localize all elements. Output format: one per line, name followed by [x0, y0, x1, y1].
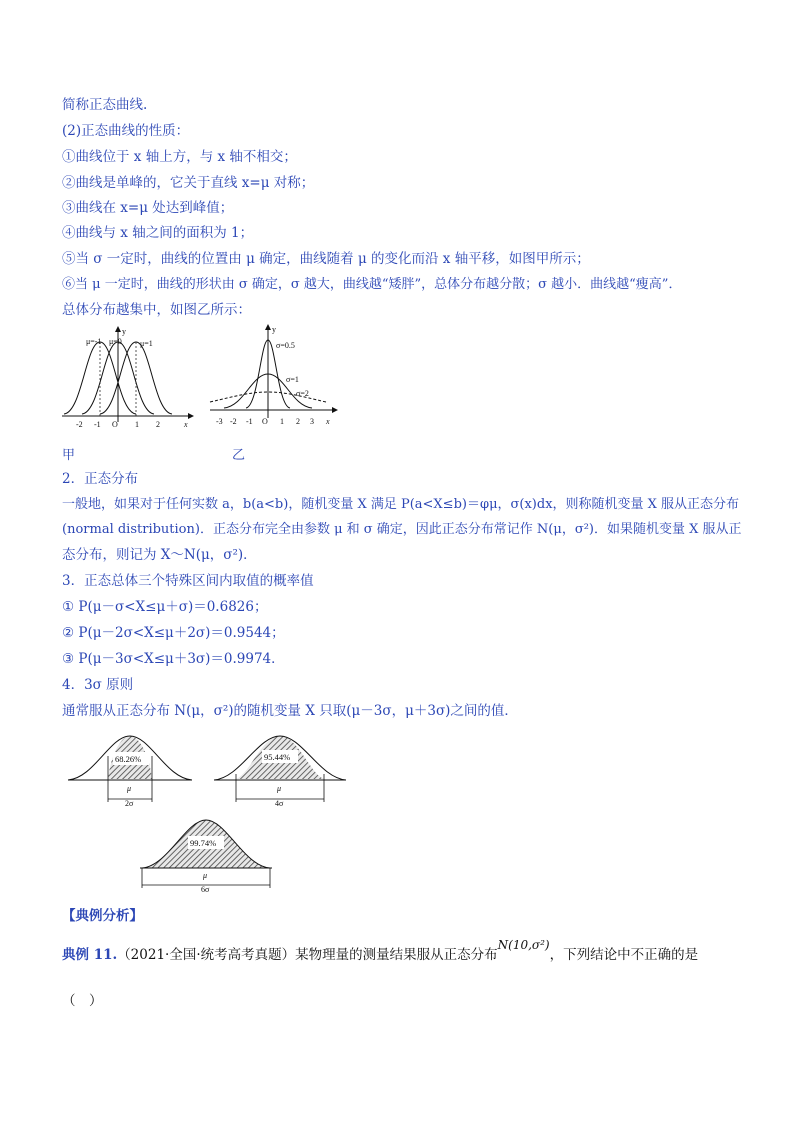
probability-label: 99.74%	[190, 838, 217, 848]
figure-prob-1sigma	[64, 724, 204, 810]
probability-3: ③ P(μ－3σ<X≤μ＋3σ)＝0.9974．	[62, 651, 285, 667]
mu-label: μ	[127, 784, 132, 793]
label-mu-1: μ=1	[140, 339, 153, 348]
figure-jia	[60, 322, 200, 440]
tick-label: 2	[156, 420, 160, 429]
figure-yi	[206, 322, 346, 434]
width-label: 4σ	[275, 799, 284, 808]
x-axis-label: x	[184, 420, 188, 429]
mu-label: μ	[203, 871, 208, 880]
label-sigma-0.5: σ=0.5	[276, 341, 295, 350]
text-line: 简称正态曲线.	[62, 97, 148, 113]
tick-label: -2	[76, 420, 83, 429]
tick-label: -2	[230, 417, 237, 426]
three-sigma-rule: 通常服从正态分布 N(μ，σ²)的随机变量 X 只取(μ－3σ，μ＋3σ)之间的值．	[62, 703, 518, 719]
property-6-cont: 总体分布越集中，如图乙所示：	[62, 302, 251, 318]
tick-label: O	[262, 417, 268, 426]
width-label: 2σ	[125, 799, 134, 808]
label-mu-0: μ=0	[109, 337, 122, 346]
figure-prob-2sigma	[210, 724, 352, 810]
y-axis-label: y	[272, 325, 276, 334]
property-5: ⑤当 σ 一定时，曲线的位置由 μ 确定，曲线随着 μ 的变化而沿 x 轴平移，如图甲所示；	[62, 251, 590, 267]
property-1: ①曲线位于 x 轴上方，与 x 轴不相交；	[62, 149, 297, 165]
section-2-heading: 2．正态分布	[62, 471, 139, 487]
property-4: ④曲线与 x 轴之间的面积为 1；	[62, 225, 254, 241]
property-6: ⑥当 μ 一定时，曲线的形状由 σ 确定，σ 越大，曲线越“矮胖”，总体分布越分散；σ 越小．曲线越“瘦高”．	[62, 277, 682, 292]
x-axis-label: x	[326, 417, 330, 426]
tick-label: -1	[94, 420, 101, 429]
y-axis-label: y	[122, 327, 126, 336]
figure-jia-caption: 甲	[62, 448, 76, 463]
tick-label: 1	[135, 420, 139, 429]
example-tail: ，下列结论中不正确的是	[549, 947, 699, 963]
figure-prob-3sigma	[136, 810, 276, 894]
probability-2: ② P(μ－2σ<X≤μ＋2σ)＝0.9544；	[62, 625, 285, 641]
probability-label: 95.44%	[264, 752, 291, 762]
property-3: ③曲线在 x=μ 处达到峰值；	[62, 200, 234, 216]
section-label: 【典例分析】	[62, 908, 143, 924]
example-label: 典例 11.	[62, 947, 118, 963]
tick-label: -3	[216, 417, 223, 426]
tick-label: O	[112, 420, 118, 429]
label-sigma-2: σ=2	[296, 389, 309, 398]
width-label: 6σ	[201, 885, 210, 894]
tick-label: 1	[280, 417, 284, 426]
paragraph-line: 一般地，如果对于任何实数 a，b(a<b)，随机变量 X 满足 P(a<X≤b)＝φμ，σ(x)dx，则称随机变量 X 服从正态分布	[62, 497, 740, 512]
example-line	[62, 938, 699, 964]
tick-label: 3	[310, 417, 314, 426]
figure-yi-caption: 乙	[232, 448, 246, 463]
properties-heading: (2)正态曲线的性质：	[62, 123, 190, 139]
paragraph-line: 态分布，则记为 X～N(μ，σ²)．	[62, 547, 257, 563]
example-formula: N(10,σ²)	[497, 938, 550, 952]
property-2: ②曲线是单峰的，它关于直线 x=μ 对称；	[62, 175, 315, 191]
tick-label: 2	[296, 417, 300, 426]
probability-1: ① P(μ－σ<X≤μ＋σ)＝0.6826；	[62, 599, 268, 615]
tick-label: -1	[246, 417, 253, 426]
label-mu-neg1: μ=-1	[86, 337, 102, 346]
probability-label: 68.26%	[115, 754, 142, 764]
label-sigma-1: σ=1	[286, 375, 299, 384]
section-4-heading: 4．3σ 原则	[62, 677, 134, 693]
example-text: （2021·全国·统考高考真题）某物理量的测量结果服从正态分布	[117, 947, 498, 963]
answer-parentheses: （ ）	[62, 993, 103, 1009]
section-3-heading: 3．正态总体三个特殊区间内取值的概率值	[62, 573, 314, 589]
mu-label: μ	[277, 784, 282, 793]
paragraph-line: (normal distribution)．正态分布完全由参数 μ 和 σ 确定，因此正态分布常记作 N(μ，σ²)．如果随机变量 X 服从正	[62, 522, 742, 537]
